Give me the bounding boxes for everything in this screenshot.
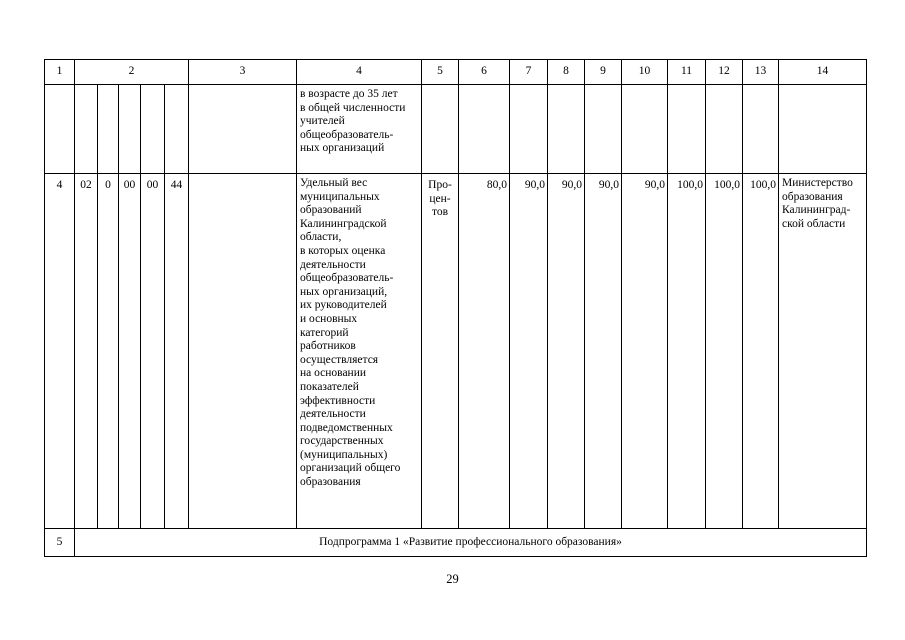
text-line: и основных <box>300 312 358 325</box>
cell-empty <box>459 85 510 174</box>
text-line: подведомственных <box>300 421 393 434</box>
value-col-8: 90,0 <box>548 174 585 529</box>
table-row-subprogram <box>45 529 867 557</box>
header-col-5: 5 <box>422 60 459 85</box>
header-col-8: 8 <box>548 60 585 85</box>
table-row-indicator <box>45 174 867 529</box>
code-segment: 00 <box>141 174 165 529</box>
value-col-7: 90,0 <box>510 174 548 529</box>
text-line: деятельности <box>300 408 366 421</box>
text-line: общеобразователь- <box>300 272 394 285</box>
text-line: образований <box>300 204 362 217</box>
text-line: на основании <box>300 367 367 380</box>
text-line: работников <box>300 340 356 353</box>
text-line: тов <box>431 206 449 219</box>
value-col-9: 90,0 <box>585 174 622 529</box>
text-line: в которых оценка <box>300 244 386 257</box>
text-line: цен- <box>429 192 451 205</box>
indicators-table <box>44 59 867 557</box>
text-line: их руководителей <box>300 299 387 312</box>
text-line: образования <box>782 190 843 203</box>
text-line: ных организаций <box>300 142 385 155</box>
text-line: (муниципальных) <box>300 448 388 461</box>
table-row-continuation <box>45 85 867 174</box>
text-line: муниципальных <box>300 190 380 203</box>
unit-cell <box>422 174 459 529</box>
cell-empty <box>706 85 743 174</box>
header-col-12: 12 <box>706 60 743 85</box>
text-line: показателей <box>300 380 359 393</box>
header-col-7: 7 <box>510 60 548 85</box>
header-col-6: 6 <box>459 60 510 85</box>
cell-empty <box>119 85 141 174</box>
value-col-11: 100,0 <box>668 174 706 529</box>
cell-empty <box>779 85 867 174</box>
subprogram-title: Подпрограмма 1 «Развитие профессионального образования» <box>75 529 867 557</box>
code-segment: 44 <box>165 174 189 529</box>
cell-empty <box>422 85 459 174</box>
row-number: 4 <box>45 174 75 529</box>
text-line: Удельный вес <box>300 177 368 189</box>
cell-empty <box>98 85 119 174</box>
value-col-13: 100,0 <box>743 174 779 529</box>
header-col-9: 9 <box>585 60 622 85</box>
cell-empty <box>141 85 165 174</box>
header-col-4: 4 <box>297 60 422 85</box>
value-col-12: 100,0 <box>706 174 743 529</box>
text-line: Калининград- <box>782 204 851 217</box>
cell-empty <box>189 85 297 174</box>
cell-empty <box>75 85 98 174</box>
cell-empty <box>45 85 75 174</box>
text-line: Про- <box>428 179 452 191</box>
text-line: ных организаций, <box>300 285 388 298</box>
text-line: в возрасте до 35 лет <box>300 88 398 100</box>
code-segment: 02 <box>75 174 98 529</box>
indicator-name <box>297 174 422 529</box>
text-line: учителей <box>300 115 345 128</box>
header-col-1: 1 <box>45 60 75 85</box>
text-line: в общей численности <box>300 101 406 114</box>
header-col-2: 2 <box>75 60 189 85</box>
header-col-14: 14 <box>779 60 867 85</box>
cell-empty <box>668 85 706 174</box>
text-line: образования <box>300 476 361 489</box>
page-number: 29 <box>446 572 459 586</box>
cell-empty <box>510 85 548 174</box>
text-line: общеобразователь- <box>300 128 394 141</box>
code-segment: 00 <box>119 174 141 529</box>
text-line: области, <box>300 231 342 244</box>
header-col-10: 10 <box>622 60 668 85</box>
cell-empty <box>165 85 189 174</box>
cell-empty <box>585 85 622 174</box>
header-col-3: 3 <box>189 60 297 85</box>
responsible-executor <box>779 174 867 529</box>
text-line: осуществляется <box>300 353 379 366</box>
text-line: категорий <box>300 326 349 339</box>
code-segment: 0 <box>98 174 119 529</box>
header-col-11: 11 <box>668 60 706 85</box>
header-row <box>45 60 867 85</box>
text-line: ской области <box>782 217 846 230</box>
text-line: государственных <box>300 435 384 448</box>
row-number: 5 <box>45 529 75 557</box>
indicator-name-continued <box>297 85 422 174</box>
text-line: эффективности <box>300 394 376 407</box>
text-line: деятельности <box>300 258 366 271</box>
value-col-10: 90,0 <box>622 174 668 529</box>
cell-empty <box>189 174 297 529</box>
cell-empty <box>548 85 585 174</box>
text-line: организаций общего <box>300 462 401 475</box>
text-line: Министерство <box>782 177 853 189</box>
cell-empty <box>743 85 779 174</box>
cell-empty <box>622 85 668 174</box>
value-col-6: 80,0 <box>459 174 510 529</box>
header-col-13: 13 <box>743 60 779 85</box>
text-line: Калининградской <box>300 217 387 230</box>
